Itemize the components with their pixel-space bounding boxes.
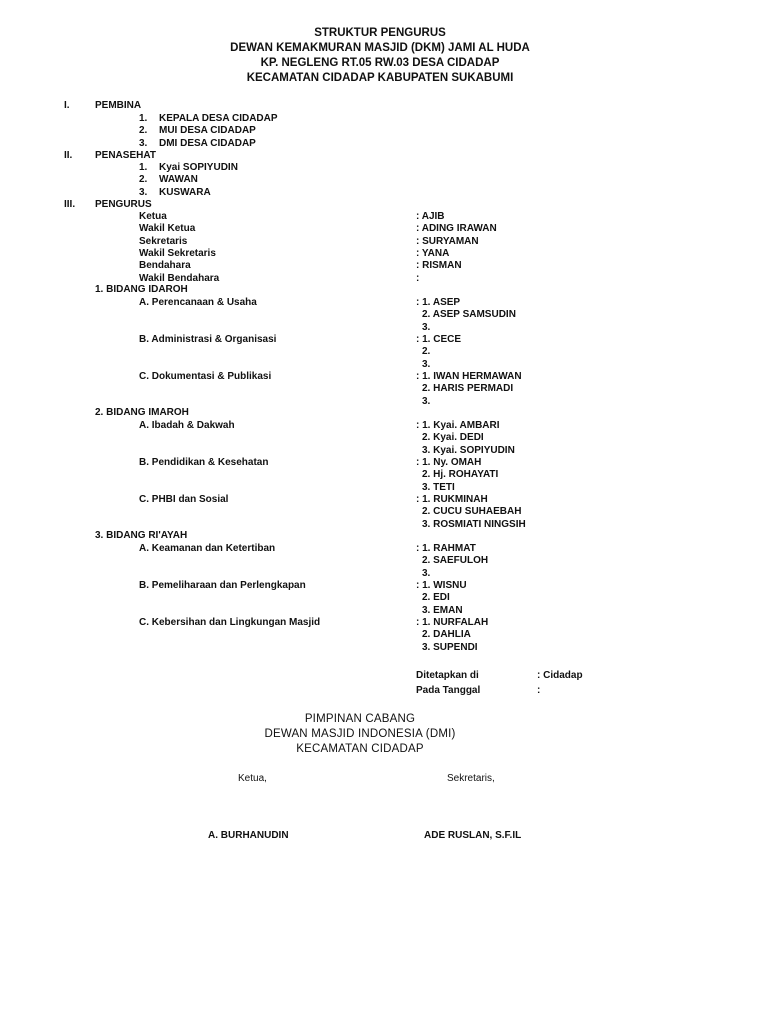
member-name: : 1. RUKMINAH bbox=[416, 494, 488, 505]
member-name: 2. DAHLIA bbox=[422, 629, 471, 641]
section-title: PENGURUS bbox=[95, 199, 152, 210]
list-item: MUI DESA CIDADAP bbox=[159, 125, 256, 137]
member-name: 3. Kyai. SOPIYUDIN bbox=[422, 444, 515, 456]
member-name: : 1. RAHMAT bbox=[416, 543, 476, 554]
member-name: 3. bbox=[422, 395, 431, 407]
section-title: PENASEHAT bbox=[95, 150, 156, 161]
header-line: DEWAN KEMAKMURAN MASJID (DKM) JAMI AL HUDA bbox=[230, 42, 530, 54]
ditetapkan-value: : Cidadap bbox=[537, 670, 583, 681]
list-item: Kyai SOPIYUDIN bbox=[159, 162, 238, 173]
section-number: III. bbox=[64, 199, 76, 210]
bidang-subsection-label: B. Pendidikan & Kesehatan bbox=[139, 457, 269, 468]
member-name: 3. ROSMIATI NINGSIH bbox=[422, 518, 526, 530]
member-name: : 1. CECE bbox=[416, 334, 462, 345]
pimpinan-line: DEWAN MASJID INDONESIA (DMI) bbox=[264, 728, 456, 740]
member-name: : 1. Ny. OMAH bbox=[416, 457, 482, 468]
member-name: 3. bbox=[422, 321, 431, 333]
member-name: : 1. ASEP bbox=[416, 297, 461, 308]
officer-role: Wakil Bendahara bbox=[139, 272, 220, 284]
section-title: PEMBINA bbox=[95, 100, 142, 111]
officer-role: Wakil Sekretaris bbox=[139, 247, 216, 259]
officer-role: Bendahara bbox=[139, 260, 191, 272]
list-item: DMI DESA CIDADAP bbox=[159, 137, 256, 149]
member-name: 2. EDI bbox=[422, 592, 450, 604]
ditetapkan-label: Ditetapkan di bbox=[416, 670, 479, 681]
member-name: 2. Kyai. DEDI bbox=[422, 432, 484, 444]
bidang-subsection-label: C. PHBI dan Sosial bbox=[139, 494, 229, 505]
list-number: 3. bbox=[139, 137, 148, 149]
list-number: 1. bbox=[139, 113, 148, 124]
member-name: : 1. Kyai. AMBARI bbox=[416, 420, 500, 431]
officer-name: : bbox=[416, 272, 420, 284]
list-number: 2. bbox=[139, 174, 148, 186]
officer-role: Sekretaris bbox=[139, 235, 188, 247]
ditetapkan-label: Pada Tanggal bbox=[416, 685, 481, 696]
list-item: WAWAN bbox=[159, 174, 198, 186]
officer-name: : ADING IRAWAN bbox=[416, 223, 497, 235]
section-number: I. bbox=[64, 100, 70, 111]
pimpinan-line: PIMPINAN CABANG bbox=[304, 713, 416, 725]
signature-role-sekretaris: Sekretaris, bbox=[447, 773, 495, 784]
member-name: 2. CUCU SUHAEBAH bbox=[422, 506, 522, 518]
bidang-subsection-label: A. Keamanan dan Ketertiban bbox=[139, 543, 276, 554]
document-title: STRUKTUR PENGURUS bbox=[314, 27, 446, 39]
member-name: : 1. IWAN HERMAWAN bbox=[416, 371, 522, 382]
bidang-subsection-label: B. Administrasi & Organisasi bbox=[139, 334, 277, 345]
header-line: KP. NEGLENG RT.05 RW.03 DESA CIDADAP bbox=[260, 57, 500, 69]
member-name: 2. SAEFULOH bbox=[422, 555, 489, 567]
officer-name: : AJIB bbox=[416, 211, 445, 222]
header-line: KECAMATAN CIDADAP KABUPATEN SUKABUMI bbox=[246, 72, 514, 84]
member-name: 2. Hj. ROHAYATI bbox=[422, 469, 499, 481]
member-name: 2. ASEP SAMSUDIN bbox=[422, 309, 516, 321]
pimpinan-line: KECAMATAN CIDADAP bbox=[296, 743, 424, 755]
member-name: 3. EMAN bbox=[422, 604, 463, 616]
bidang-subsection-label: C. Kebersihan dan Lingkungan Masjid bbox=[139, 617, 321, 628]
officer-name: : YANA bbox=[416, 247, 450, 259]
member-name: 3. bbox=[422, 567, 431, 579]
officer-name: : SURYAMAN bbox=[416, 235, 479, 247]
section-number: II. bbox=[64, 150, 73, 161]
bidang-title: 2. BIDANG IMAROH bbox=[95, 407, 189, 418]
member-name: 2. bbox=[422, 346, 431, 358]
member-name: 3. TETI bbox=[422, 481, 455, 493]
bidang-subsection-label: C. Dokumentasi & Publikasi bbox=[139, 371, 272, 382]
member-name: 3. bbox=[422, 358, 431, 370]
list-number: 2. bbox=[139, 125, 148, 137]
bidang-subsection-label: A. Perencanaan & Usaha bbox=[139, 297, 257, 308]
signature-name-sekretaris: ADE RUSLAN, S.F.IL bbox=[424, 830, 522, 841]
list-item: KEPALA DESA CIDADAP bbox=[159, 113, 278, 124]
list-number: 3. bbox=[139, 186, 148, 198]
member-name: 3. SUPENDI bbox=[422, 641, 478, 653]
bidang-subsection-label: A. Ibadah & Dakwah bbox=[139, 420, 235, 431]
member-name: 2. HARIS PERMADI bbox=[422, 383, 514, 395]
officer-role: Wakil Ketua bbox=[139, 223, 196, 235]
bidang-subsection-label: B. Pemeliharaan dan Perlengkapan bbox=[139, 580, 306, 591]
ditetapkan-value: : bbox=[537, 685, 541, 696]
member-name: : 1. NURFALAH bbox=[416, 617, 489, 628]
bidang-title: 3. BIDANG RI'AYAH bbox=[95, 530, 188, 541]
signature-role-ketua: Ketua, bbox=[238, 773, 267, 784]
officer-role: Ketua bbox=[139, 211, 167, 222]
list-item: KUSWARA bbox=[159, 186, 211, 198]
signature-name-ketua: A. BURHANUDIN bbox=[208, 830, 289, 841]
member-name: : 1. WISNU bbox=[416, 580, 467, 591]
list-number: 1. bbox=[139, 162, 148, 173]
officer-name: : RISMAN bbox=[416, 260, 462, 272]
bidang-title: 1. BIDANG IDAROH bbox=[95, 284, 188, 295]
